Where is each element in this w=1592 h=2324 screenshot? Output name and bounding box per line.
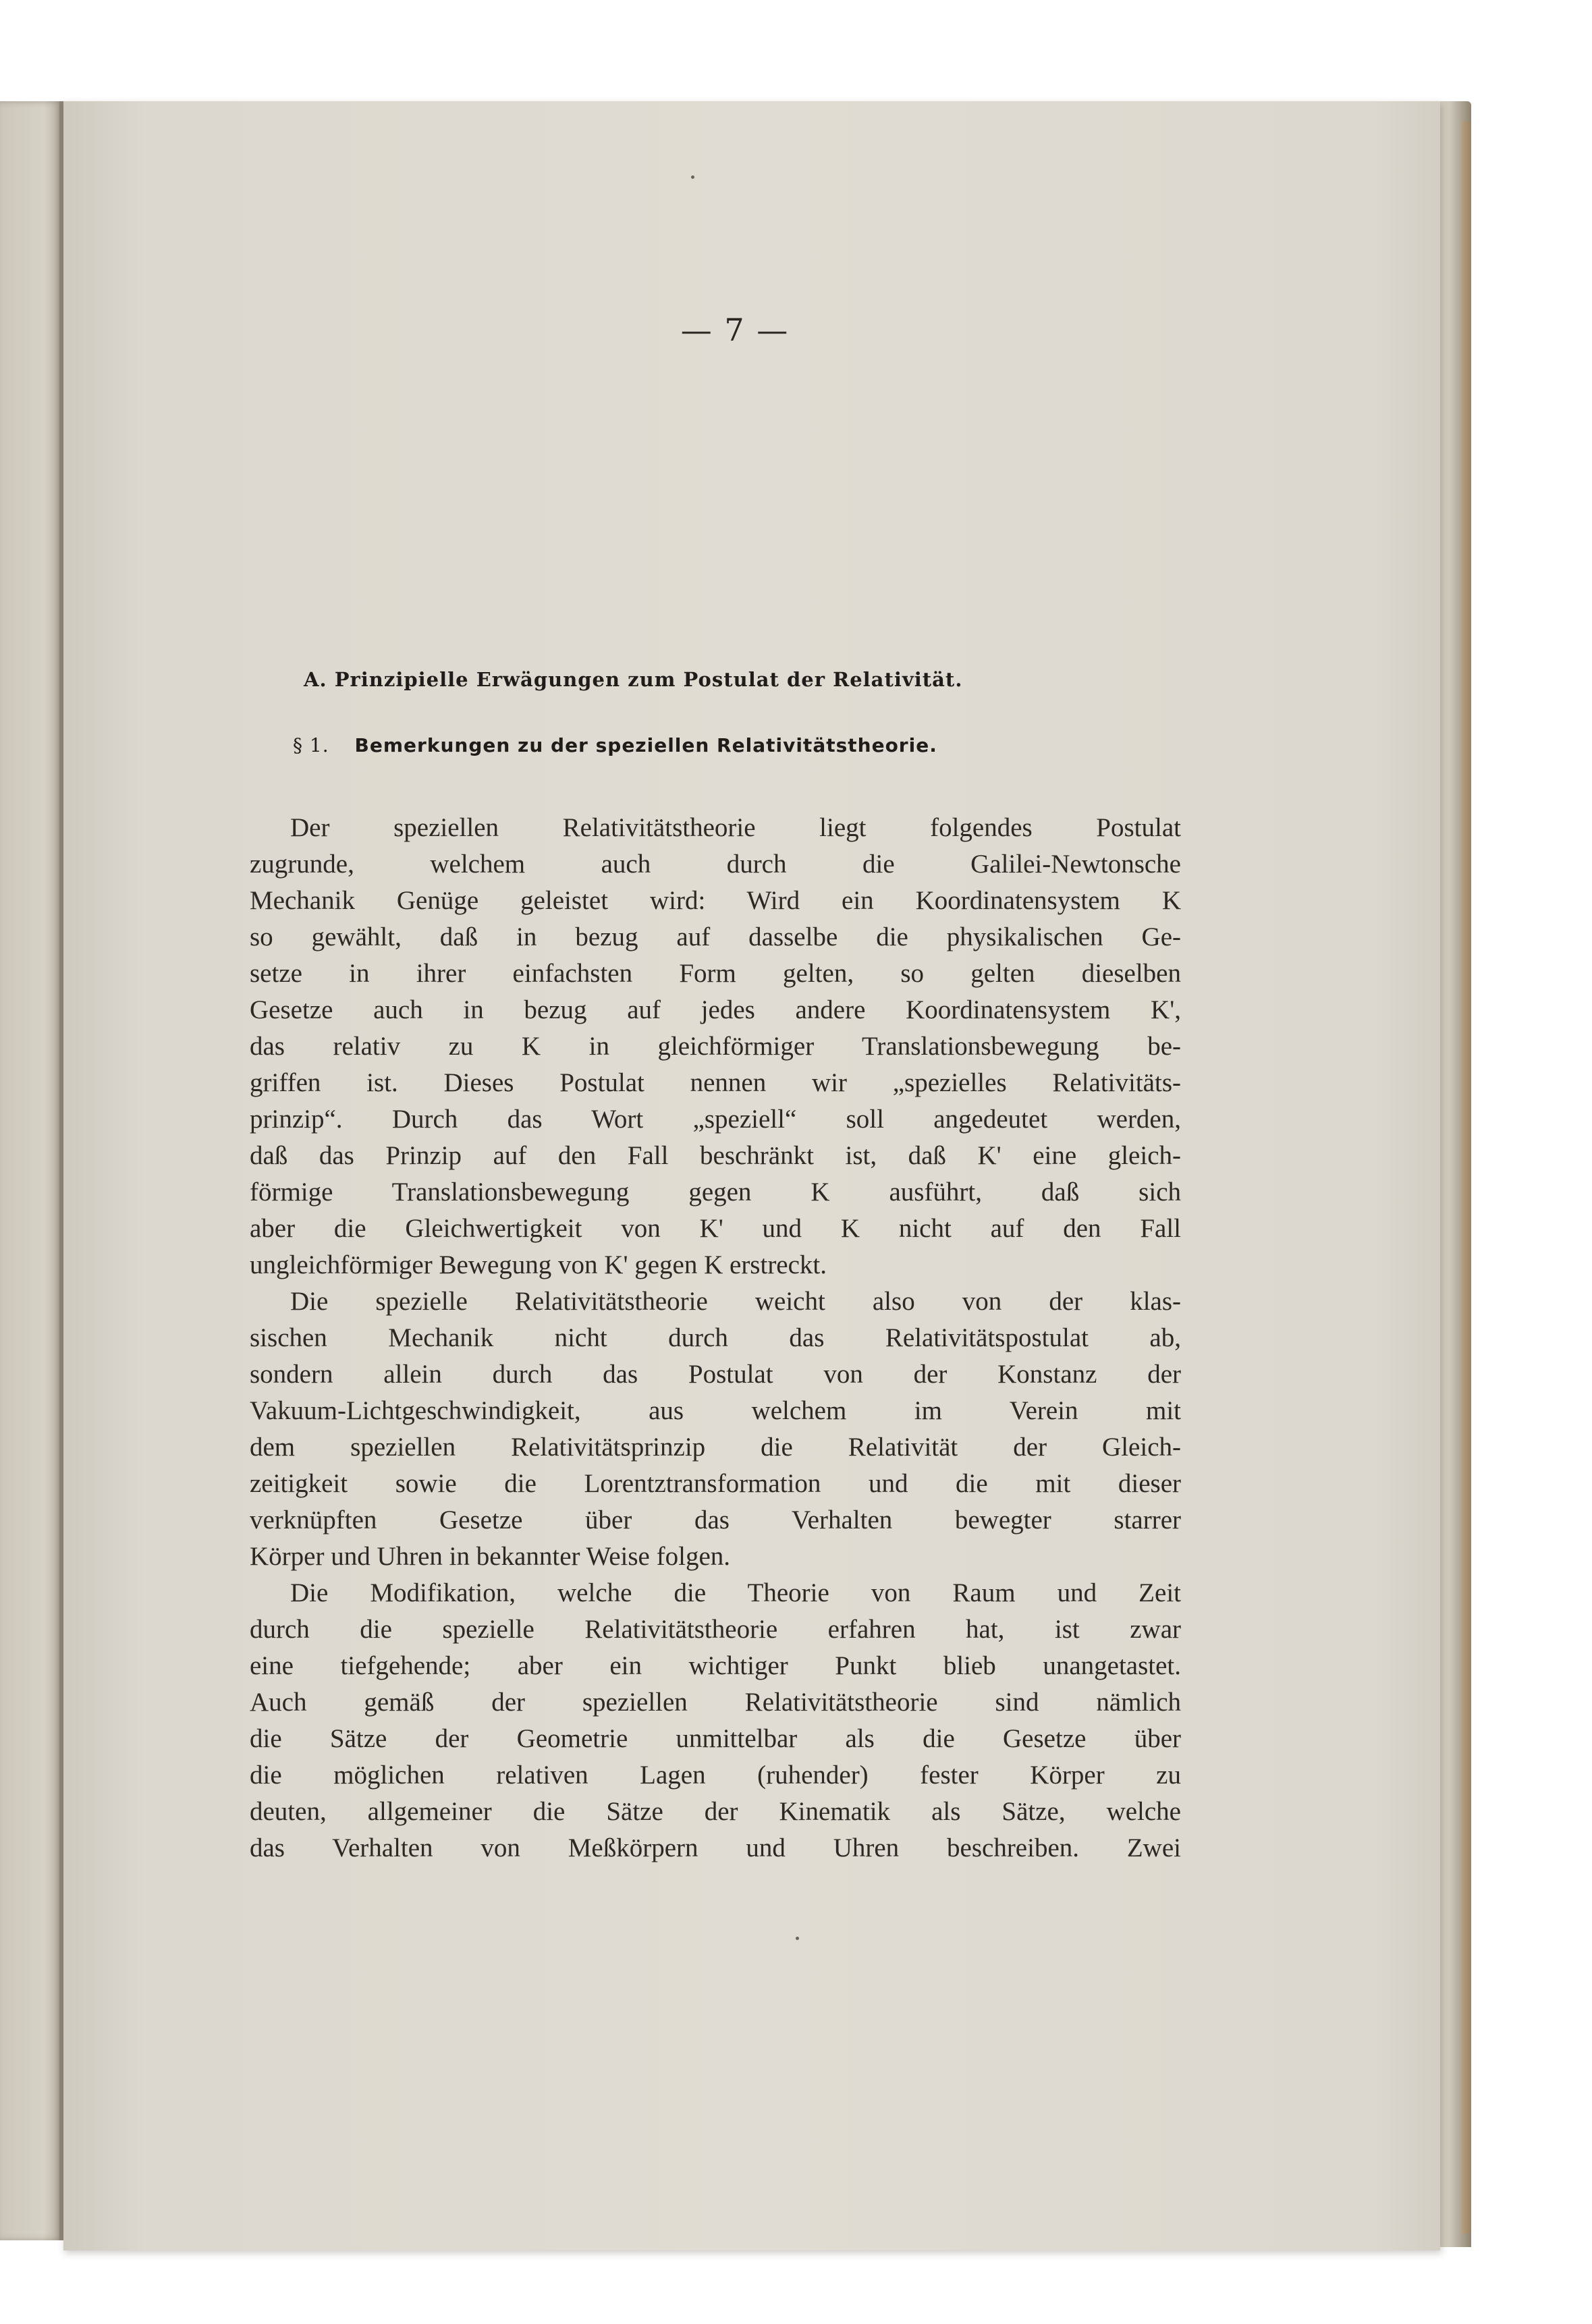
book-page <box>63 101 1440 2250</box>
text-line: das relativ zu K in gleichförmiger Translationsbewegung be- <box>250 1032 1181 1061</box>
text-line: sondern allein durch das Postulat von der Konstanz der <box>250 1360 1181 1389</box>
text-line: deuten, allgemeiner die Sätze der Kinematik als Sätze, welche <box>250 1797 1181 1826</box>
text-line: Die spezielle Relativitätstheorie weicht also von der klas- <box>290 1287 1181 1316</box>
text-line: daß das Prinzip auf den Fall beschränkt ist, daß K' eine gleich- <box>250 1141 1181 1170</box>
text-line: setze in ihrer einfachsten Form gelten, so gelten dieselben <box>250 959 1181 988</box>
text-line: sischen Mechanik nicht durch das Relativitätspostulat ab, <box>250 1323 1181 1352</box>
text-line: Gesetze auch in bezug auf jedes andere Koordinatensystem K', <box>250 995 1181 1024</box>
text-line: dem speziellen Relativitätsprinzip die Relativität der Gleich- <box>250 1433 1181 1462</box>
page-number: — 7 — <box>680 312 790 348</box>
text-line: die Sätze der Geometrie unmittelbar als die Gesetze über <box>250 1724 1181 1753</box>
text-line: förmige Translationsbewegung gegen K ausführt, daß sich <box>250 1178 1181 1207</box>
subsection-heading <box>293 734 937 756</box>
text-line: Die Modifikation, welche die Theorie von Raum und Zeit <box>290 1578 1181 1607</box>
subsection-title: Bemerkungen zu der speziellen Relativitätstheorie. <box>354 734 937 756</box>
text-line: zeitigkeit sowie die Lorentztransformation und die mit dieser <box>250 1469 1181 1498</box>
text-line: die möglichen relativen Lagen (ruhender) fester Körper zu <box>250 1761 1181 1790</box>
text-line: prinzip“. Durch das Wort „speziell“ soll angedeutet werden, <box>250 1105 1181 1134</box>
text-line: das Verhalten von Meßkörpern und Uhren beschreiben. Zwei <box>250 1833 1181 1862</box>
text-line: Vakuum-Lichtgeschwindigkeit, aus welchem im Verein mit <box>250 1396 1181 1425</box>
paper-speck <box>796 1937 799 1940</box>
body-text <box>250 810 1181 1866</box>
left-page-edge <box>0 101 62 2240</box>
text-line: zugrunde, welchem auch durch die Galilei-Newtonsche <box>250 850 1181 879</box>
text-line: eine tiefgehende; aber ein wichtiger Punkt blieb unangetastet. <box>250 1651 1181 1680</box>
text-line: Körper und Uhren in bekannter Weise folgen. <box>250 1542 730 1571</box>
section-heading: A. Prinzipielle Erwägungen zum Postulat der Relativität. <box>304 668 963 691</box>
text-line: Auch gemäß der speziellen Relativitätstheorie sind nämlich <box>250 1688 1181 1717</box>
text-line: so gewählt, daß in bezug auf dasselbe die physikalischen Ge- <box>250 922 1181 951</box>
text-line: durch die spezielle Relativitätstheorie erfahren hat, ist zwar <box>250 1615 1181 1644</box>
subsection-number: § 1. <box>293 734 329 756</box>
text-line: verknüpften Gesetze über das Verhalten bewegter starrer <box>250 1505 1181 1534</box>
text-line: ungleichförmiger Bewegung von K' gegen K erstreckt. <box>250 1250 827 1279</box>
text-line: griffen ist. Dieses Postulat nennen wir „spezielles Relativitäts- <box>250 1068 1181 1097</box>
text-line: Mechanik Genüge geleistet wird: Wird ein Koordinatensystem K <box>250 886 1181 915</box>
paper-speck <box>691 175 694 179</box>
text-line: aber die Gleichwertigkeit von K' und K nicht auf den Fall <box>250 1214 1181 1243</box>
text-line: Der speziellen Relativitätstheorie liegt folgendes Postulat <box>290 813 1181 842</box>
